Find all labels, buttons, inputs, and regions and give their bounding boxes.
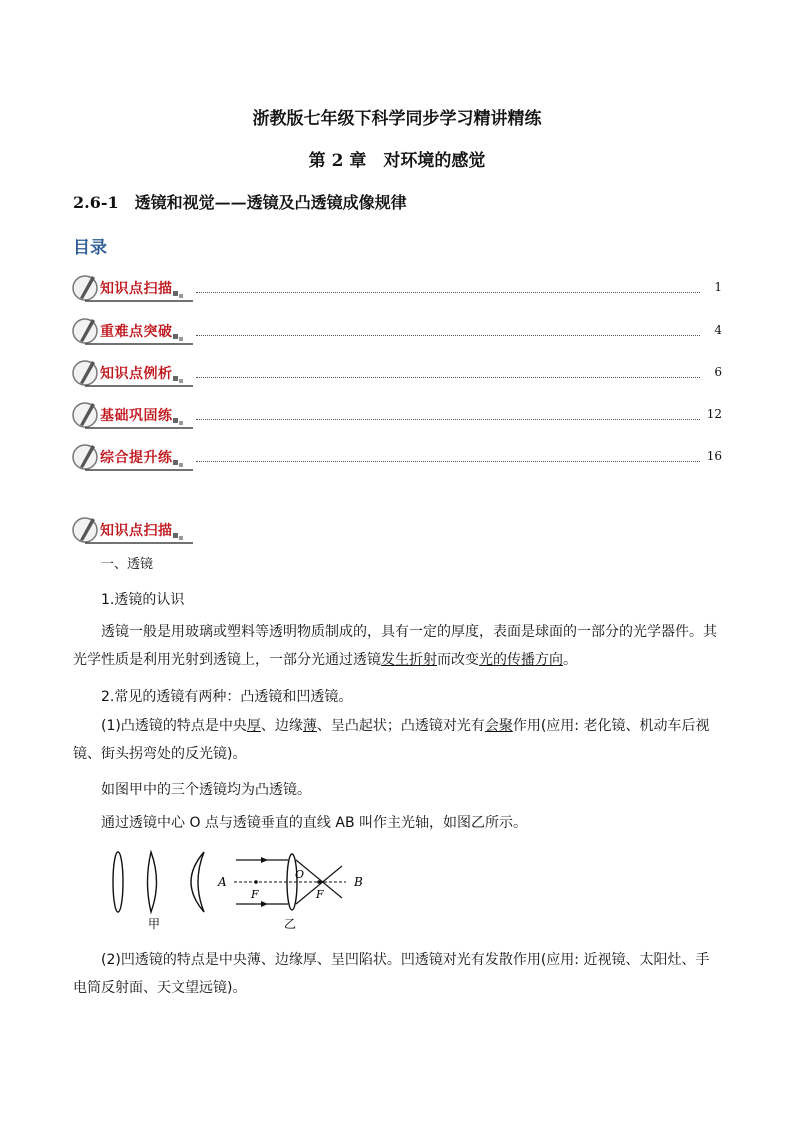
text-run: (1)凸透镜的特点是中央 bbox=[101, 718, 247, 734]
focus-point bbox=[317, 880, 321, 884]
toc-item[interactable] bbox=[72, 399, 722, 431]
focus-point bbox=[254, 880, 258, 884]
toc-item[interactable] bbox=[72, 315, 722, 347]
toc-item-label: 基础巩固练 bbox=[100, 408, 173, 424]
section-badge-label: 知识点扫描 bbox=[100, 523, 173, 539]
text-run: 、呈凸起状；凸透镜对光有 bbox=[316, 718, 485, 734]
optical-center-label: O bbox=[295, 868, 305, 881]
paragraph-lens-types: 2.常见的透镜有两种：凸透镜和凹透镜。 bbox=[101, 689, 353, 705]
doc-title: 浙教版七年级下科学同步学习精讲精练 bbox=[252, 109, 542, 129]
biconvex-lens-shape bbox=[113, 852, 123, 912]
underlined-term: 厚 bbox=[246, 718, 261, 734]
toc-item-label: 综合提升练 bbox=[100, 450, 173, 466]
convex-lens-figure bbox=[96, 846, 386, 932]
text-run: 而改变 bbox=[437, 652, 479, 668]
text-run: 作用(应用: 老化镜、机动车后视镜、街头拐弯处的反光镜)。 bbox=[73, 718, 710, 762]
section-title: 2.6-1 透镜和视觉——透镜及凸透镜成像规律 bbox=[73, 193, 407, 212]
dot-leader bbox=[196, 461, 700, 462]
arrow-icon bbox=[261, 901, 268, 907]
text-run: 。 bbox=[563, 652, 577, 668]
section-badge bbox=[72, 441, 196, 473]
figure-label-yi: 乙 bbox=[284, 917, 297, 931]
toc-item-label: 知识点扫描 bbox=[100, 281, 173, 297]
toc-page-number: 1 bbox=[714, 280, 722, 294]
toc-item[interactable] bbox=[72, 441, 722, 473]
section-badge bbox=[72, 514, 196, 546]
toc-page-number: 16 bbox=[706, 449, 722, 463]
focus-label: F bbox=[251, 888, 259, 901]
content-section-header bbox=[72, 514, 722, 546]
section-badge bbox=[72, 315, 196, 347]
paragraph-main-axis: 通过透镜中心 O 点与透镜垂直的直线 AB 叫作主光轴，如图乙所示。 bbox=[101, 815, 528, 831]
dot-leader bbox=[196, 335, 700, 336]
toc-item[interactable] bbox=[72, 357, 722, 389]
dot-leader bbox=[196, 292, 700, 293]
section-badge bbox=[72, 272, 196, 304]
toc-page-number: 4 bbox=[714, 323, 722, 337]
arrow-icon bbox=[261, 857, 268, 863]
paragraph-figure-jia: 如图甲中的三个透镜均为凸透镜。 bbox=[101, 782, 311, 798]
underlined-term: 薄 bbox=[302, 718, 317, 734]
section-badge bbox=[72, 357, 196, 389]
meniscus-lens-shape bbox=[191, 852, 204, 912]
toc-item-label: 重难点突破 bbox=[100, 324, 173, 340]
underlined-term: 发生折射 bbox=[381, 652, 437, 668]
dot-leader bbox=[196, 419, 700, 420]
paragraph-convex-lens bbox=[73, 712, 723, 768]
axis-label-b: B bbox=[354, 875, 363, 889]
paragraph-concave-lens: (2)凹透镜的特点是中央薄、边缘厚、呈凹陷状。凹透镜对光有发散作用(应用: 近视镜、太阳灶、手电筒反射面、天文望远镜)。 bbox=[73, 952, 710, 996]
toc-item[interactable] bbox=[72, 272, 722, 304]
toc-page-number: 6 bbox=[714, 365, 722, 379]
text-run: 透镜一般是用玻璃或塑料等透明物质制成的，具有一定的厚度，表面是球面的一部分的光学器件。其光学性质是利用光射到透镜上，一部分光通过透镜 bbox=[73, 624, 717, 668]
figure-label-jia: 甲 bbox=[148, 917, 161, 931]
heading-lens-intro: 1.透镜的认识 bbox=[101, 592, 185, 608]
paragraph-lens-definition bbox=[73, 618, 723, 674]
dot-leader bbox=[196, 377, 700, 378]
heading-lens: 一、透镜 bbox=[101, 557, 154, 572]
axis-label-a: A bbox=[218, 875, 227, 889]
plano-convex-lens-shape bbox=[148, 852, 157, 912]
focus-label: F bbox=[316, 888, 324, 901]
toc-item-label: 知识点例析 bbox=[100, 366, 173, 382]
toc-heading: 目录 bbox=[73, 238, 107, 258]
toc-page-number: 12 bbox=[706, 407, 722, 421]
text-run: 、边缘 bbox=[260, 718, 303, 734]
underlined-term: 会聚 bbox=[484, 718, 513, 734]
section-badge bbox=[72, 399, 196, 431]
chapter-title: 第 2 章 对环境的感觉 bbox=[308, 151, 486, 171]
underlined-term: 光的传播方向 bbox=[479, 652, 563, 668]
